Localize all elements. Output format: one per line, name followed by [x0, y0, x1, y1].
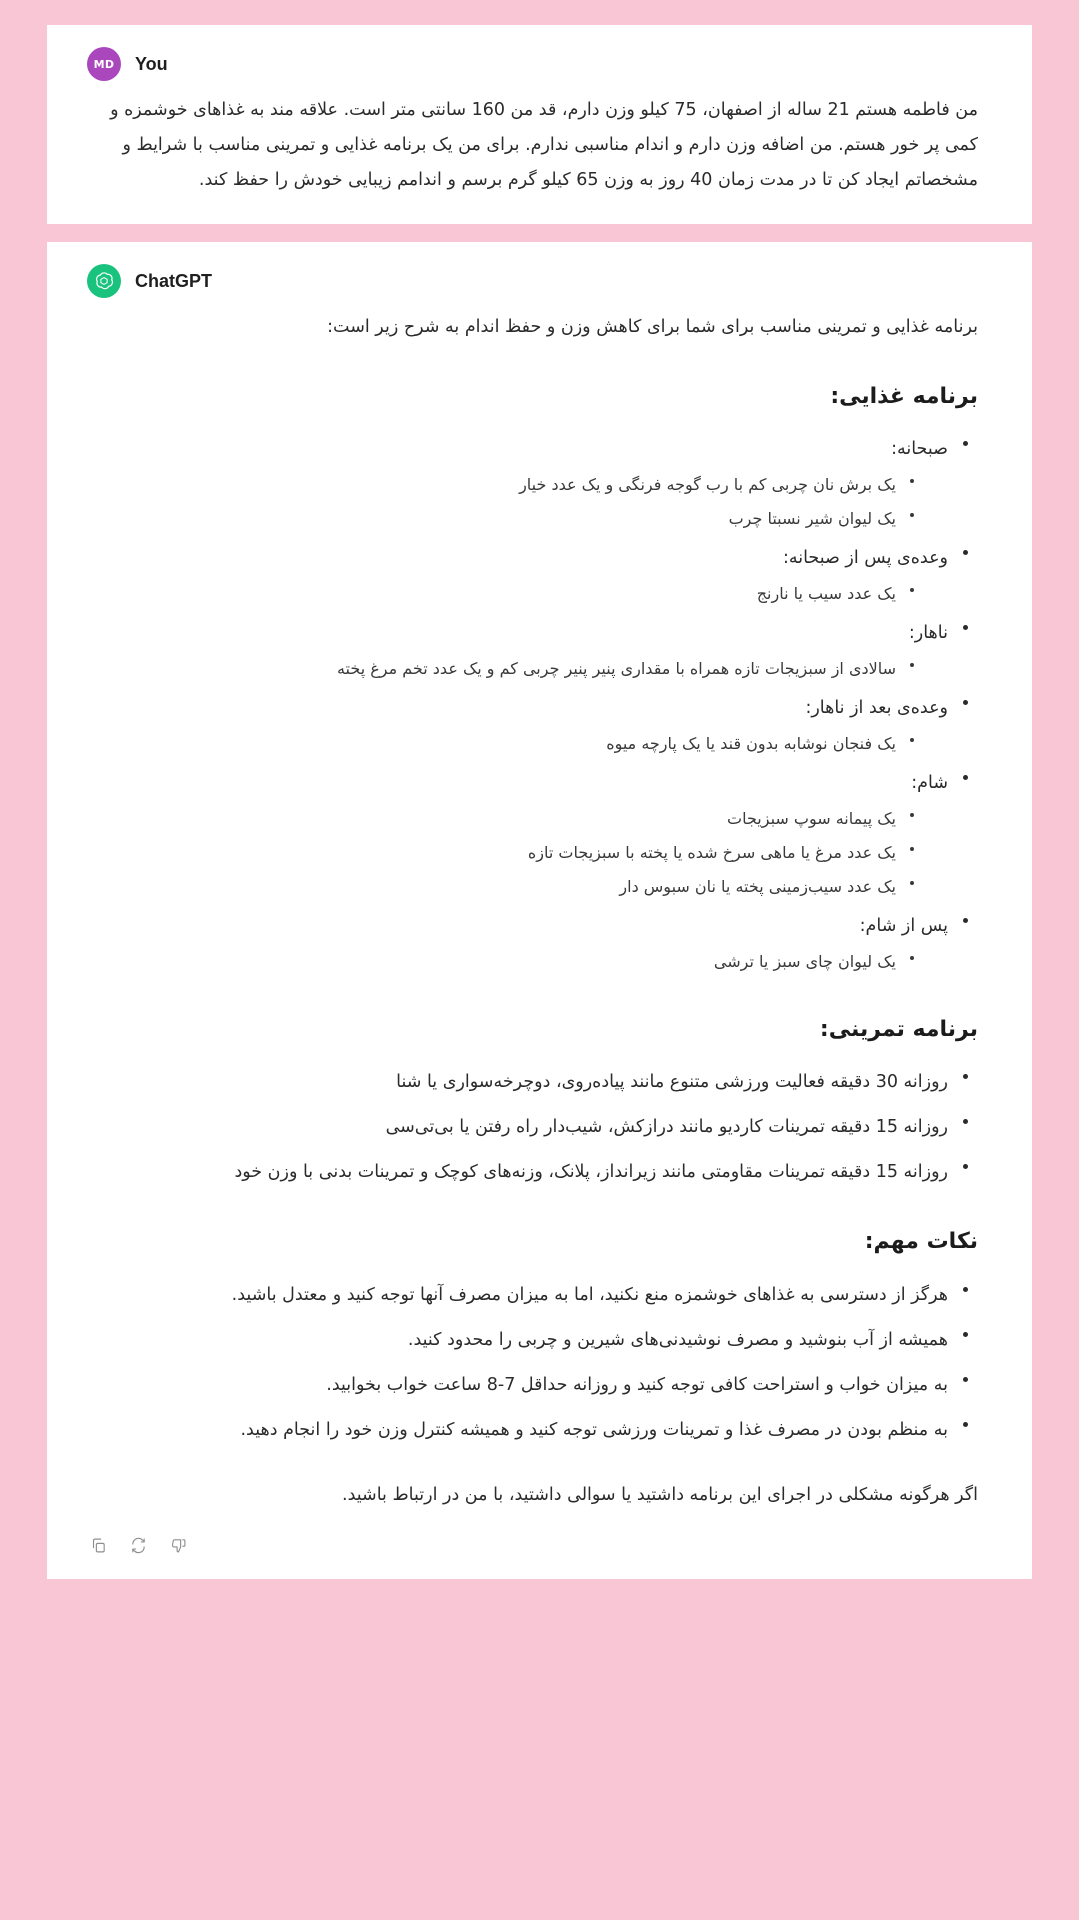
list-item: هرگز از دسترسی به غذاهای خوشمزه منع نکنید، اما به میزان مصرف آنها توجه کنید و معتدل باشید. [87, 1278, 974, 1313]
copy-icon[interactable] [87, 1535, 109, 1557]
important-notes-list [87, 1278, 992, 1448]
meal-items-list [87, 946, 948, 978]
meal-items-list [87, 728, 948, 760]
avatar: MD [87, 47, 121, 81]
list-item [87, 432, 974, 535]
regenerate-icon[interactable] [127, 1535, 149, 1557]
list-item [87, 541, 974, 610]
list-item: یک عدد سیب یا نارنج [87, 578, 920, 610]
meal-plan-heading: برنامه غذایی: [830, 384, 978, 409]
meal-label: ناهار: [908, 623, 948, 644]
assistant-closing-text: اگر هرگونه مشکلی در اجرای این برنامه داشتید یا سوالی داشتید، با من در ارتباط باشید. [342, 1484, 978, 1505]
list-item: روزانه 15 دقیقه تمرینات مقاومتی مانند زیرانداز، پلانک، وزنه‌های کوچک و تمرینات بدنی با وزن خود [87, 1155, 974, 1190]
message-author-name: You [135, 53, 168, 74]
exercise-plan-heading: برنامه تمرینی: [819, 1017, 978, 1043]
list-item: همیشه از آب بنوشید و مصرف نوشیدنی‌های شیرین و چربی را محدود کنید. [87, 1323, 974, 1358]
list-item [87, 691, 974, 760]
meal-items-list [87, 803, 948, 903]
list-item: یک برش نان چربی کم با رب گوجه فرنگی و یک عدد خیار [87, 469, 920, 501]
list-item: یک عدد سیب‌زمینی پخته یا نان سبوس دار [87, 871, 920, 903]
meal-items-list [87, 469, 948, 535]
list-item: یک فنجان نوشابه بدون قند یا یک پارچه میوه [87, 728, 920, 760]
meal-items-list [87, 653, 948, 685]
exercise-plan-list [87, 1065, 992, 1190]
assistant-message-block [47, 242, 1032, 1579]
list-item: به میزان خواب و استراحت کافی توجه کنید و روزانه حداقل 7-8 ساعت خواب بخوابید. [87, 1368, 974, 1403]
user-message-header [87, 47, 992, 81]
list-item [87, 616, 974, 685]
meal-label: وعده‌ی بعد از ناهار: [805, 698, 948, 719]
list-item: روزانه 15 دقیقه تمرینات کاردیو مانند درازکش، شیب‌دار راه رفتن یا بی‌تی‌سی [87, 1110, 974, 1145]
list-item: سالادی از سبزیجات تازه همراه با مقداری پنیر پنیر چربی کم و یک عدد تخم مرغ پخته [87, 653, 920, 685]
list-item [87, 909, 974, 978]
message-action-bar [87, 1535, 992, 1557]
list-item: روزانه 30 دقیقه فعالیت ورزشی متنوع مانند پیاده‌روی، دوچرخه‌سواری یا شنا [87, 1065, 974, 1100]
meal-label: وعده‌ی پس از صبحانه: [782, 548, 948, 569]
assistant-intro-text: برنامه غذایی و تمرینی مناسب برای شما برای کاهش وزن و حفظ اندام به شرح زیر است: [327, 317, 978, 337]
list-item: یک پیمانه سوپ سبزیجات [87, 803, 920, 835]
important-notes-heading: نکات مهم: [864, 1229, 978, 1255]
list-item [87, 766, 974, 903]
message-author-name: ChatGPT [135, 270, 213, 291]
list-item: یک عدد مرغ یا ماهی سرخ شده یا پخته با سبزیجات تازه [87, 837, 920, 869]
user-message-block [47, 25, 1032, 224]
user-message-text: من فاطمه هستم 21 ساله از اصفهان، 75 کیلو وزن دارم، قد من 160 سانتی متر است. علاقه مند به غذاهای خوشمزه و کمی پر خور هستم. من اضافه وزن دارم و اندام مناسبی ندارم. برای من یک برنامه غذایی و تمرینی مناسب با شرایط و مشخصاتم ایجاد کن تا در مدت زمان 40 روز به وزن 65 کیلو گرم برسم و اندامم زیبایی خودش را حفظ کند. [110, 100, 978, 190]
openai-logo-icon [87, 264, 121, 298]
thumbs-down-icon[interactable] [167, 1535, 189, 1557]
list-item: یک لیوان چای سبز یا ترشی [87, 946, 920, 978]
meal-label: پس از شام: [859, 916, 948, 937]
meal-items-list [87, 578, 948, 610]
list-item: یک لیوان شیر نسبتا چرب [87, 503, 920, 535]
meal-label: صبحانه: [891, 439, 948, 460]
list-item: به منظم بودن در مصرف غذا و تمرینات ورزشی توجه کنید و همیشه کنترل وزن خود را انجام دهید. [87, 1413, 974, 1448]
meal-plan-list [87, 432, 992, 978]
meal-label: شام: [911, 773, 948, 794]
assistant-message-header [87, 264, 992, 298]
